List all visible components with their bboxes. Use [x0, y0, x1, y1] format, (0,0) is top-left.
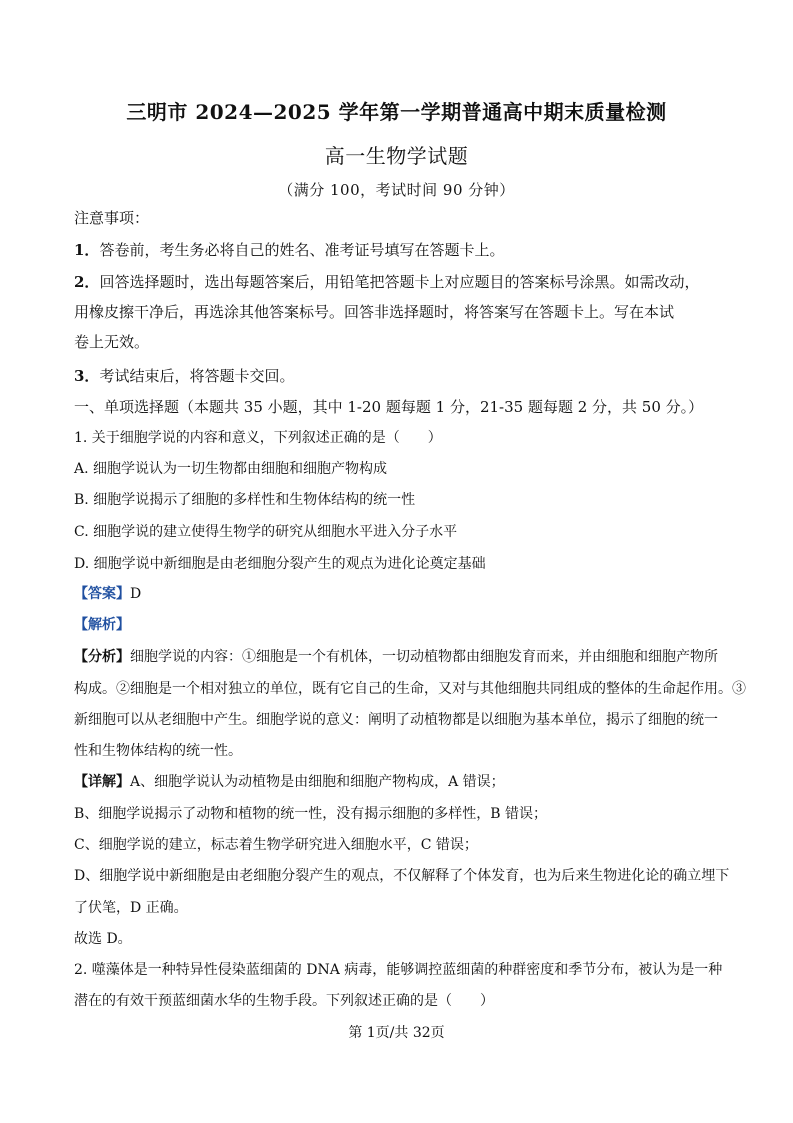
- notes-item-1-number: 1．: [74, 241, 100, 259]
- question-1-option-d: D. 细胞学说中新细胞是由老细胞分裂产生的观点为进化论奠定基础: [74, 556, 486, 572]
- question-1-detail-line-4: D、细胞学说中新细胞是由老细胞分裂产生的观点，不仅解释了个体发育，也为后来生物进化论的确立埋下: [74, 868, 730, 884]
- notes-item-3-text: 考试结束后，将答题卡交回。: [99, 367, 295, 385]
- exam-subtitle: 高一生物学试题: [324, 144, 469, 168]
- question-1-conclusion: 故选 D。: [74, 931, 132, 947]
- notes-item-3: [74, 366, 724, 386]
- notes-item-3-number: 3．: [74, 367, 100, 385]
- question-1-analysis-line-3: 新细胞可以从老细胞中产生。细胞学说的意义：阐明了动植物都是以细胞为基本单位，揭示了细胞的统一: [74, 712, 718, 728]
- detail-tag: 【详解】: [74, 774, 130, 790]
- analysis-text-1: 细胞学说的内容：①细胞是一个有机体，一切动植物都由细胞发育而来，并由细胞和细胞产物所: [130, 649, 718, 665]
- question-1-stem: 1. 关于细胞学说的内容和意义，下列叙述正确的是（ ）: [74, 430, 442, 446]
- question-1-detail-line-2: B、细胞学说揭示了动物和植物的统一性，没有揭示细胞的多样性，B 错误；: [74, 806, 548, 822]
- question-2-stem-line-1: 2. 噬藻体是一种特异性侵染蓝细菌的 DNA 病毒，能够调控蓝细菌的种群密度和季节分布，被认为是一种: [74, 962, 723, 978]
- question-1-detail-line-1: [74, 772, 724, 792]
- notes-item-2-text-1: 回答选择题时，选出每题答案后，用铅笔把答题卡上对应题目的答案标号涂黑。如需改动，: [99, 273, 700, 291]
- explain-tag: 【解析】: [74, 617, 130, 633]
- detail-text-1: A、细胞学说认为动植物是由细胞和细胞产物构成，A 错误；: [130, 774, 505, 790]
- question-1-analysis-line-4: 性和生物体结构的统一性。: [74, 743, 242, 759]
- question-1-detail-line-3: C、细胞学说的建立，标志着生物学研究进入细胞水平，C 错误；: [74, 837, 478, 853]
- answer-value: D: [130, 586, 142, 602]
- question-1-detail-line-5: 了伏笔，D 正确。: [74, 900, 188, 916]
- question-1-option-a: A. 细胞学说认为一切生物都由细胞和细胞产物构成: [74, 461, 388, 477]
- notes-item-2-line-2: 用橡皮擦干净后，再选涂其他答案标号。回答非选择题时，将答案写在答题卡上。写在本试: [74, 303, 675, 321]
- page-number: 第 1页/共 32页: [348, 1025, 445, 1041]
- question-1-analysis-line-1: [74, 647, 724, 667]
- question-1-explain-tag: [74, 615, 724, 635]
- notes-item-1: [74, 240, 724, 260]
- exam-title: 三明市 2024—2025 学年第一学期普通高中期末质量检测: [126, 100, 667, 124]
- notes-item-2-number: 2．: [74, 273, 100, 291]
- notes-item-2-line-1: [74, 272, 724, 292]
- answer-tag: 【答案】: [74, 586, 130, 602]
- question-1-option-c: C. 细胞学说的建立使得生物学的研究从细胞水平进入分子水平: [74, 524, 458, 540]
- exam-info: （满分 100，考试时间 90 分钟）: [278, 181, 515, 199]
- notes-heading: 注意事项：: [74, 209, 150, 227]
- analysis-tag: 【分析】: [74, 649, 130, 665]
- notes-item-2-line-3: 卷上无效。: [74, 333, 150, 351]
- question-2-stem-line-2: 潜在的有效干预蓝细菌水华的生物手段。下列叙述正确的是（ ）: [74, 993, 494, 1009]
- notes-item-1-text: 答卷前，考生务必将自己的姓名、准考证号填写在答题卡上。: [99, 241, 505, 259]
- section-1-heading: 一、单项选择题（本题共 35 小题，其中 1-20 题每题 1 分，21-35 题每题 2 分，共 50 分。）: [74, 398, 704, 416]
- question-1-option-b: B. 细胞学说揭示了细胞的多样性和生物体结构的统一性: [74, 492, 416, 508]
- question-1-analysis-line-2: 构成。②细胞是一个相对独立的单位，既有它自己的生命，又对与其他细胞共同组成的整体的生命起作用。③: [74, 681, 746, 697]
- question-1-answer: [74, 584, 724, 604]
